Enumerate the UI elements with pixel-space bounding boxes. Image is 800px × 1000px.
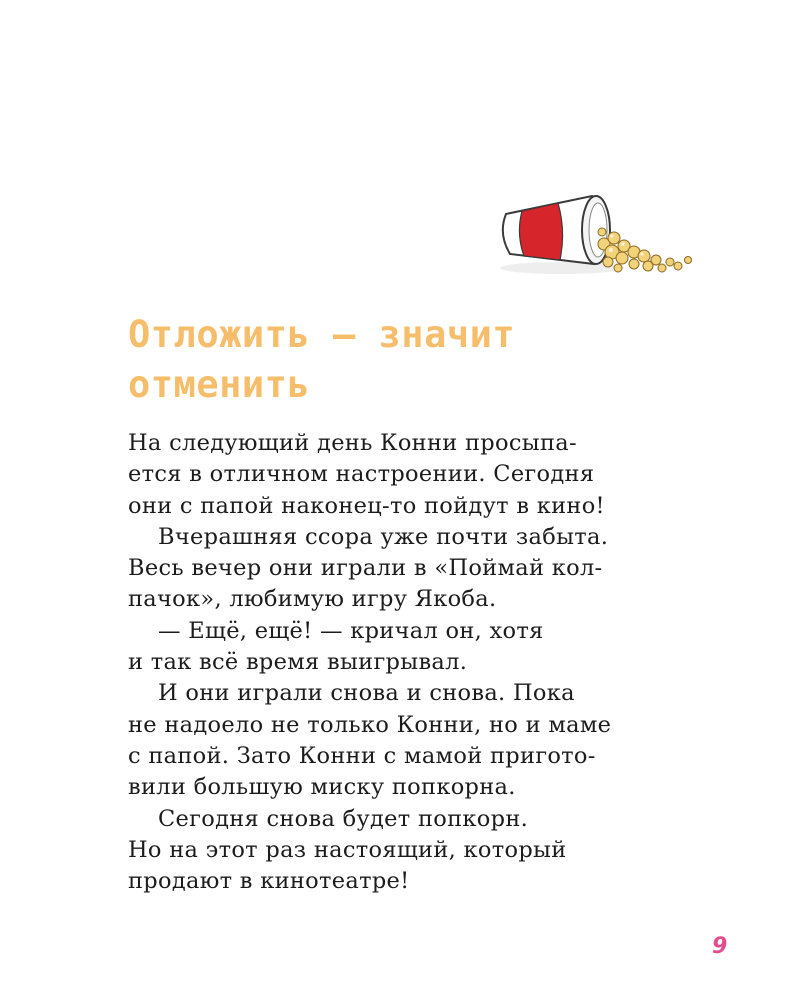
page-number: 9 — [712, 934, 728, 959]
text-line: вили большую миску попкорна. — [128, 774, 516, 801]
text-line: На следующий день Конни просыпа- — [128, 430, 577, 456]
text-line: они с папой наконец-то пойдут в кино! — [128, 492, 605, 519]
body-text — [128, 428, 728, 897]
text-line: Но на этот раз настоящий, который — [128, 836, 567, 863]
text-line: Сегодня снова будет попкорн. — [158, 805, 529, 832]
text-line: Вчерашняя ссора уже почти забыта. — [158, 523, 609, 550]
chapter-title — [128, 310, 768, 410]
text-line: пачок», любимую игру Якоба. — [128, 586, 497, 613]
spilled-popcorn-cup-icon — [492, 176, 714, 286]
text-line: продают в кинотеатре! — [128, 868, 410, 895]
text-line: и так всё время выигрывал. — [128, 649, 468, 676]
text-line: с папой. Зато Конни с мамой пригото- — [128, 742, 596, 769]
text-line: ется в отличном настроении. Сегодня — [128, 461, 595, 488]
chapter-title-line: Отложить — значит — [128, 313, 516, 356]
text-line: И они играли снова и снова. Пока — [158, 680, 575, 707]
text-line: Весь вечер они играли в «Поймай кол- — [128, 555, 603, 582]
text-line: не надоело не только Конни, но и маме — [128, 711, 612, 738]
text-line: — Ещё, ещё! — кричал он, хотя — [158, 617, 544, 644]
chapter-title-line: отменить — [128, 363, 311, 406]
